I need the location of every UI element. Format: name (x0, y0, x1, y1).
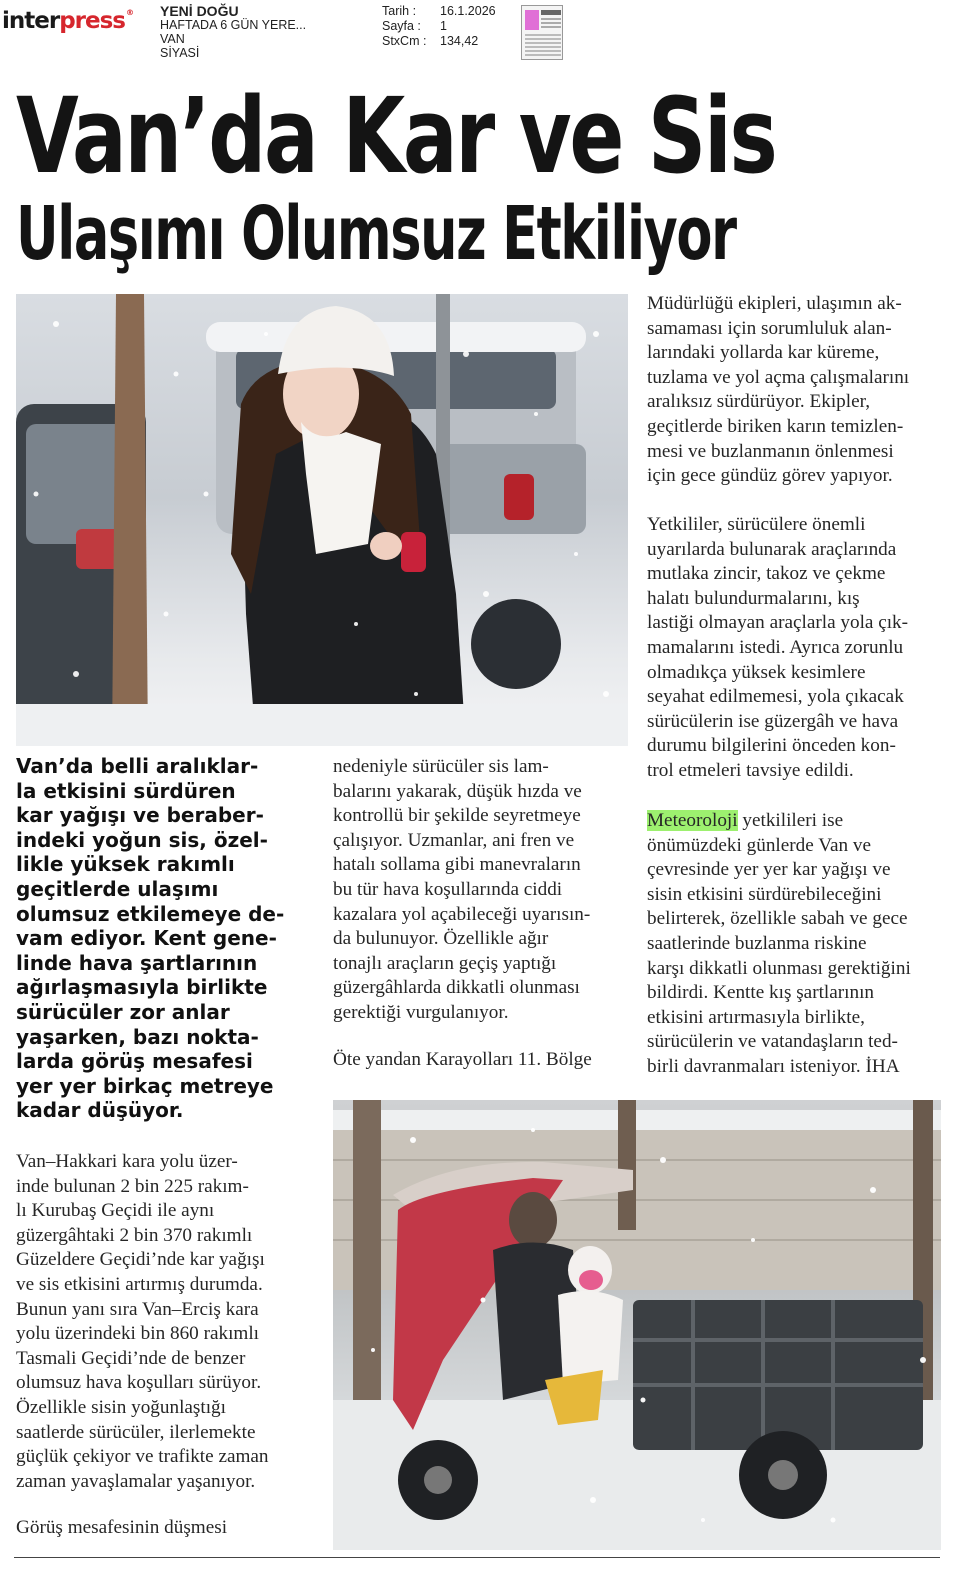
publication-name: YENİ DOĞU (160, 3, 239, 19)
body-column-right-bottom: Meteoroloji yetkilileri ise önümüzdeki günlerde Van ve çevresinde yer yer kar yağışı ve sisin etkisini sürdürebileceğini belirterek, özellikle sabah ve gece saatlerinde buzlanma riskine karşı dikkatli olunması gerektiğini bildirdi. Kentte kış şartlarının etkisini artırmasıyla birlikte, sürücülerin ve vatandaşların ted- birli davranmaları isteniyor. İHA (647, 810, 911, 1077)
headline-line-2: Ulaşımı Olumsuz Etkiliyor (16, 191, 736, 277)
publication-section: SİYASİ (160, 46, 200, 60)
page-bottom-rule (14, 1557, 940, 1558)
search-term-highlight: Meteoroloji (647, 810, 738, 831)
photo-tricycle-in-snow (333, 1100, 941, 1550)
body-column-middle-continued: Öte yandan Karayolları 11. Bölge (333, 1049, 592, 1070)
clipping-meta (382, 4, 496, 49)
publication-frequency: HAFTADA 6 GÜN YERE... (160, 18, 307, 32)
publication-city: VAN (160, 32, 185, 46)
thumbnail-clip-marker (525, 10, 539, 30)
body-column-right-middle: Yetkililer, sürücülere önemli uyarılarda bulunarak araçlarında mutlaka zincir, takoz ve çekme halatı bulundurmalarını, kış lastiği olmayan araçlarla yola çık- mamalarını istedi. Ayrıca zorunlu olmadıkça yüksek kesimlere seyahat edilmemesi, yola çıkacak sürücülerin ise güzergâh ve hava durumu bilgilerini önceden kon- trol etmeleri tavsiye edildi. (647, 514, 909, 781)
publication-info (160, 4, 306, 60)
page-thumbnail[interactable] (521, 5, 563, 60)
photo-woman-in-snow (16, 294, 628, 746)
headline-line-1: Van’da Kar ve Sis (16, 75, 776, 197)
lede-paragraph: Van’da belli aralıklar- la etkisini sürdüren kar yağışı ve beraber- indeki yoğun sis, özel- likle yüksek rakımlı geçitlerde ulaşımı olumsuz etkilemeye de- vam ediyor. Kent gene- linde hava şartlarının ağırlaşmasıyla birlikte sürücüler zor anlar yaşarken, bazı nokta- larda görüş mesafesi yer yer birkaç metreye kadar düşüyor. (16, 754, 285, 1123)
body-column-middle: nedeniyle sürücüler sis lam- balarını yakarak, düşük hızda ve kontrollü bir şekilde seyretmeye çalışıyor. Uzmanlar, ani fren ve hatalı sollama gibi manevraların bu tür hava koşullarında ciddi kazalara yol açabileceği uyarısın- da bulunuyor. Özellikle ağır tonajlı araçların geçiş yaptığı güzergâhlarda dikkatli olunması gerektiği vurgulanıyor. (333, 756, 591, 1023)
body-column-left: Van–Hakkari kara yolu üzer- inde bulunan 2 bin 225 rakım- lı Kurubaş Geçidi ile aynı güzergâhtaki 2 bin 370 rakımlı Güzeldere Geçidi’nde kar yağışı ve sis etkisini artırmış durumda. Bunun yanı sıra Van–Erciş kara yolu üzerindeki bin 860 rakımlı Tasmali Geçidi’nde de benzer olumsuz hava koşulları sürüyor. Özellikle sisin yoğunlaştığı saatlerde sürücüler, ilerlemekte güçlük çekiyor ve trafikte zaman zaman yavaşlamalar yaşanıyor. (16, 1151, 269, 1492)
meta-row-size: StxCm : 134,42 (382, 34, 479, 48)
interpress-logo: interpress® (2, 8, 133, 34)
meta-row-date: Tarih : 16.1.2026 (382, 4, 496, 18)
body-column-right-top: Müdürlüğü ekipleri, ulaşımın ak- samaması için sorumluluk alan- larındaki yollarda kar küreme, tuzlama ve yol açma çalışmalarını aralıksız sürdürüyor. Ekipler, geçitlerde biriken karın temizlen- mesi ve buzlanmanın önlenmesi için gece gündüz görev yapıyor. (647, 293, 910, 487)
meta-row-page: Sayfa : 1 (382, 19, 447, 33)
body-column-left-continued: Görüş mesafesinin düşmesi (16, 1517, 228, 1538)
